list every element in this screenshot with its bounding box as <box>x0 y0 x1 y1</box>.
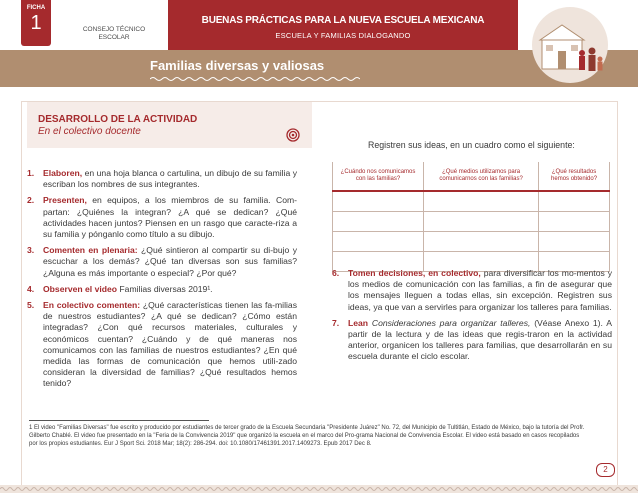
table-cell[interactable] <box>539 211 610 231</box>
header-title: BUENAS PRÁCTICAS PARA LA NUEVA ESCUELA MEXICANA <box>201 15 485 26</box>
item-number: 7. <box>332 317 340 328</box>
item-number: 6. <box>332 268 340 278</box>
item-number: 4. <box>27 283 35 294</box>
item-number: 1. <box>27 168 35 178</box>
item-text: en equipos, a los miembros de su familia. Com-partan: ¿Quiénes la integran? ¿A qué se dedican? ¿Qué actividades hacen juntos? Piensen en un rasgo que caracte-riza a su familia y pónganlo como título a su dibujo. <box>43 195 297 240</box>
table-intro: Registren sus ideas, en un cuadro como el siguiente: <box>368 140 575 150</box>
item-text: ¿Qué características tienen las fa-milias de nuestros estudiantes? ¿A qué se dedican? ¿Cómo están integradas? ¿Con qué recursos materiales, culturales y económicos cuentan? ¿Cuándo y de qué maneras nos comunicamos con las familias de nuestros estudiantes? ¿En qué medida las formas de comunicación que hemos utili-zado consideran la diversidad de familias? ¿Qué resultados hemos tenido? <box>43 300 297 389</box>
item-text: ¿Qué sintieron al compartir su di-bujo y escuchar a los demás? ¿Qué tan diversas son sus familias? ¿Alguna es más importante o especial? ¿Por qué? <box>43 245 297 278</box>
table-header-when: ¿Cuándo nos comunicamos con las familias? <box>333 162 424 191</box>
list-item <box>27 245 297 279</box>
table-cell[interactable] <box>333 191 424 211</box>
item-lead: Lean <box>348 317 369 328</box>
item-lead: Tomen decisiones, en colectivo, <box>348 268 481 278</box>
item-text: (Véase Anexo 1). A partir de la lectura y de las ideas que regis-traron en la actividad anterior, organicen los talleres para familias, que desarrollarán en su escuela durante el ciclo escolar. <box>348 317 612 362</box>
table-cell[interactable] <box>424 231 539 251</box>
bottom-border <box>0 485 638 493</box>
cte-label <box>72 26 156 42</box>
ficha-label: FICHA <box>26 5 46 11</box>
ficha-tab <box>21 0 51 46</box>
list-item <box>332 268 612 313</box>
left-activity-list <box>27 168 297 395</box>
item-text: en una hoja blanca o cartulina, un dibujo de su familia y escriban los nombres de sus integrantes. <box>43 168 297 190</box>
activity-header-box <box>27 102 312 148</box>
table-cell[interactable] <box>424 191 539 211</box>
list-item <box>332 318 612 363</box>
table-row <box>333 211 610 231</box>
footnote-rule <box>29 420 209 421</box>
table-cell[interactable] <box>424 211 539 231</box>
item-number: 2. <box>27 195 35 206</box>
header-subtitle: ESCUELA Y FAMILIAS DIALOGANDO <box>275 31 411 40</box>
section-title: Familias diversas y valiosas <box>150 58 325 73</box>
item-number: 5. <box>27 300 35 311</box>
cte-line-1: CONSEJO TÉCNICO <box>82 26 146 33</box>
ideas-table <box>332 162 610 272</box>
table-header-media: ¿Qué medios utilizamos para comunicarnos con las familias? <box>424 162 539 191</box>
table-header-results: ¿Qué resultados hemos obtenido? <box>539 162 610 191</box>
list-item <box>27 284 297 295</box>
right-activity-list <box>332 268 612 368</box>
table-row <box>333 231 610 251</box>
cte-line-2: ESCOLAR <box>98 34 130 41</box>
list-item <box>27 195 297 240</box>
activity-subtitle: En el colectivo docente <box>38 126 141 137</box>
table-cell[interactable] <box>539 191 610 211</box>
ficha-number: 1 <box>30 12 42 34</box>
page-number: 2 <box>596 463 615 477</box>
list-item <box>27 300 297 390</box>
item-text: para diversificar los mo-mentos y los medios de comunicación con las familias, a fin de asegurar que los mensajes lleguen a todas ellas, sin excepción. Registren sus ideas, ya que van a servirles para organizar los talleres para familias. <box>348 268 612 312</box>
item-lead: Elaboren, <box>43 168 83 178</box>
table-cell[interactable] <box>539 231 610 251</box>
header-band <box>168 0 518 50</box>
squiggle-divider <box>150 76 360 82</box>
footnote: 1 El video "Familias Diversas" fue escrito y producido por estudiantes de tercer grado de la Escuela Secundaria "Presidente Juárez" No. 72, del Municipio de Tultitlán, Estado de México, bajo la tutoría del Profr. Gilberto Chablé. El video fue presentado en la "Feria de la Convivencia 2019" que organizó la escuela en el marco del Pro-grama Nacional de Convivencia Escolar. El video está basado en casos recopilados por los propios estudiantes. Eur J Sport Sci. 2018 Mar; 18(2): 286-294. doi: 10.1080/17461391.2017.1409273. Epub 2017 Dec 8. <box>29 425 585 447</box>
item-lead: En colectivo comenten: <box>43 300 141 311</box>
item-lead: Presenten, <box>43 195 87 206</box>
item-lead: Comenten en plenaria: <box>43 245 138 256</box>
table-header-row <box>333 162 610 191</box>
target-icon <box>286 128 300 142</box>
list-item <box>27 168 297 190</box>
school-family-icon <box>520 3 620 87</box>
table-cell[interactable] <box>333 211 424 231</box>
table-cell[interactable] <box>333 231 424 251</box>
item-text: Familias diversas 2019¹. <box>117 283 213 294</box>
item-number: 3. <box>27 245 35 256</box>
activity-title: DESARROLLO DE LA ACTIVIDAD <box>38 114 198 125</box>
table-row <box>333 191 610 211</box>
item-italic-title: Consideraciones para organizar talleres, <box>368 317 531 328</box>
item-lead: Observen el video <box>43 283 118 294</box>
